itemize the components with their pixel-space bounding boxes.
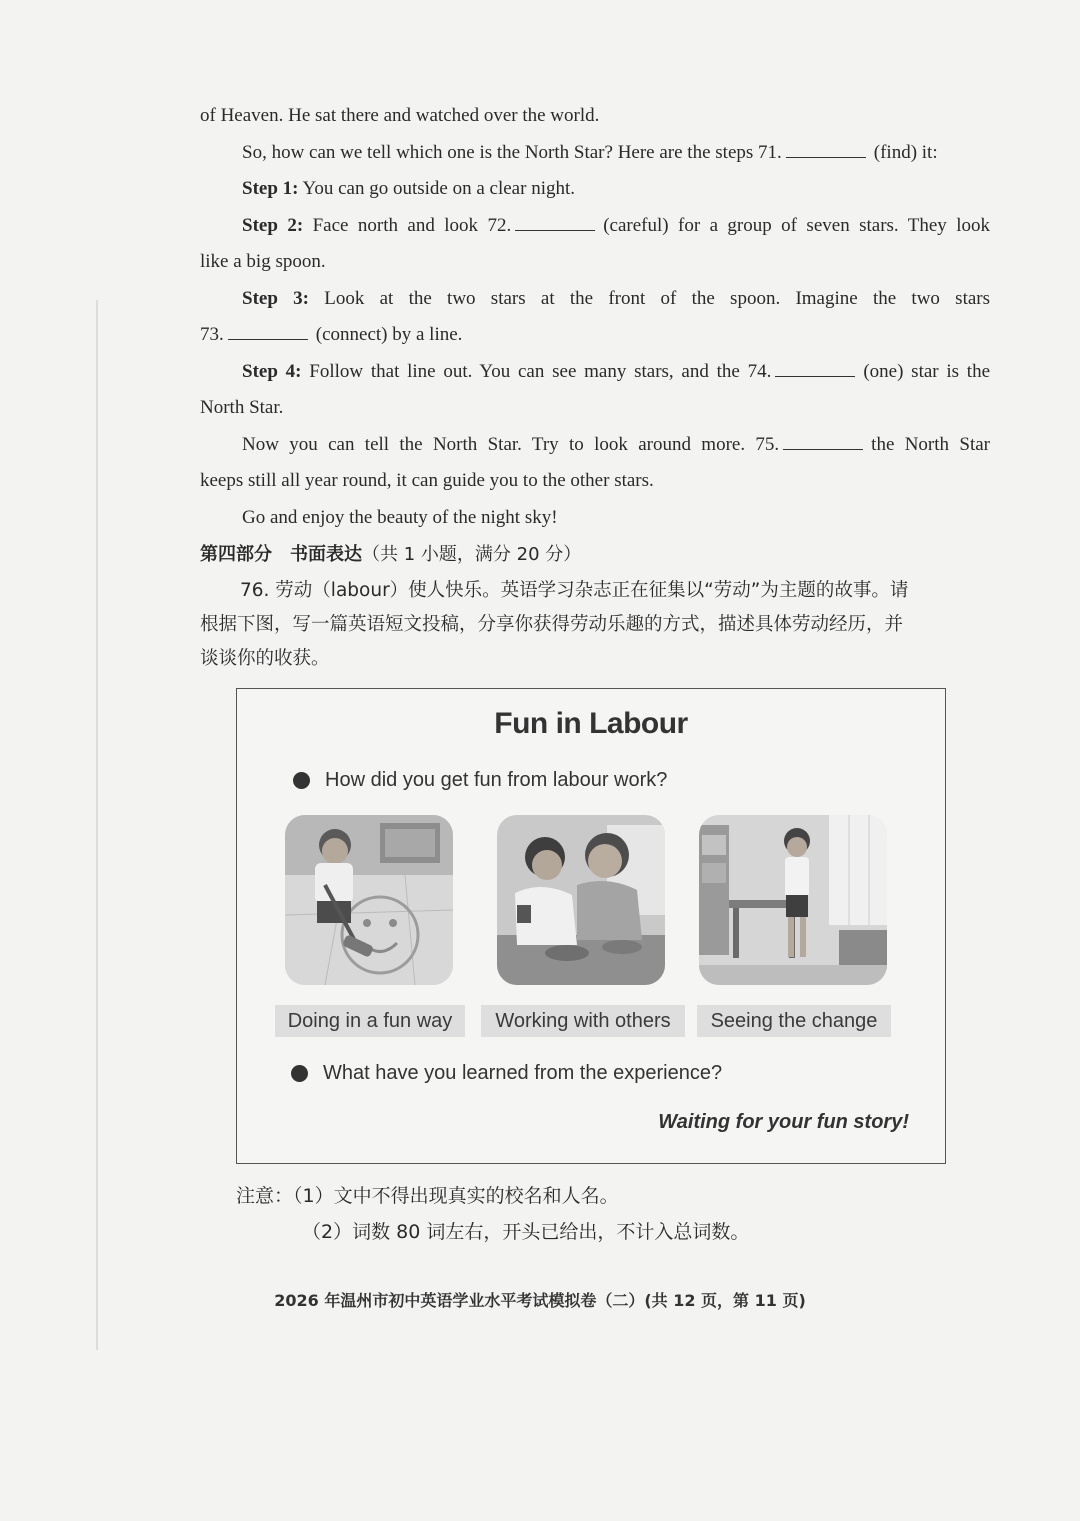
illustration-change <box>699 815 887 985</box>
writing-task-prompt: 76. 劳动（labour）使人快乐。英语学习杂志正在征集以“劳动”为主题的故事。请 根据下图，写一篇英语短文投稿，分享你获得劳动乐趣的方式，描述具体劳动经历，并 谈谈你的收获。 <box>200 580 909 669</box>
step-1: Step 1: You can go outside on a clear night. <box>242 178 575 199</box>
step-4-label: Step 4: <box>242 361 302 382</box>
bullet-icon <box>293 772 310 789</box>
step-2-label: Step 2: <box>242 215 304 236</box>
answer-blank-75[interactable] <box>783 435 863 450</box>
page-footer: 2026 年温州市初中英语学业水平考试模拟卷（二）(共 12 页，第 11 页) <box>274 1291 806 1310</box>
answer-blank-71[interactable] <box>786 143 866 158</box>
passage-line-heaven: of Heaven. He sat there and watched over the world. <box>200 105 600 126</box>
illustration-teamwork <box>497 815 665 985</box>
fun-in-labour-poster <box>236 688 946 1164</box>
poster-slogan: Waiting for your fun story! <box>658 1111 909 1133</box>
step-4: Step 4: Follow that line out. You can see many stars, and the 74. (one) star is the North Star. <box>200 361 991 418</box>
answer-blank-72[interactable] <box>515 216 595 231</box>
writing-notes: 注意：（1）文中不得出现真实的校名和人名。 （2）词数 80 词左右，开头已给出，不计入总词数。 <box>236 1185 750 1243</box>
tidy-room-image <box>699 815 887 985</box>
answer-blank-74[interactable] <box>775 362 855 377</box>
illustration-mopping <box>285 815 453 985</box>
step-3-label: Step 3: <box>242 288 309 309</box>
question-1: How did you get fun from labour work? <box>325 769 668 791</box>
caption-seeing-change: Seeing the change <box>697 1005 891 1037</box>
question-2: What have you learned from the experience? <box>323 1062 723 1084</box>
poster-title: Fun in Labour <box>494 707 688 740</box>
caption-doing-fun-way: Doing in a fun way <box>275 1005 465 1037</box>
step-2: Step 2: Face north and look 72. (careful) for a group of seven stars. They look like a big spoon. <box>200 215 991 272</box>
answer-blank-73[interactable] <box>228 325 308 340</box>
passage-ending: Go and enjoy the beauty of the night sky! <box>242 507 558 528</box>
section-heading: 第四部分 书面表达（共 1 小题，满分 20 分） <box>200 544 582 565</box>
teamwork-image <box>497 815 665 985</box>
caption-working-with-others: Working with others <box>481 1005 685 1037</box>
passage-line-75: Now you can tell the North Star. Try to look around more. 75. the North Star keeps still all year round, it can guide you to the other stars. <box>200 434 990 491</box>
passage-line-71: So, how can we tell which one is the North Star? Here are the steps 71. (find) it: <box>242 142 938 163</box>
mopping-boy-image <box>285 815 453 985</box>
step-3: Step 3: Look at the two stars at the front of the spoon. Imagine the two stars 73. (connect) by a line. <box>200 288 991 345</box>
step-1-label: Step 1: <box>242 178 299 199</box>
page-edge-shadow <box>96 300 98 1350</box>
bullet-icon <box>291 1065 308 1082</box>
